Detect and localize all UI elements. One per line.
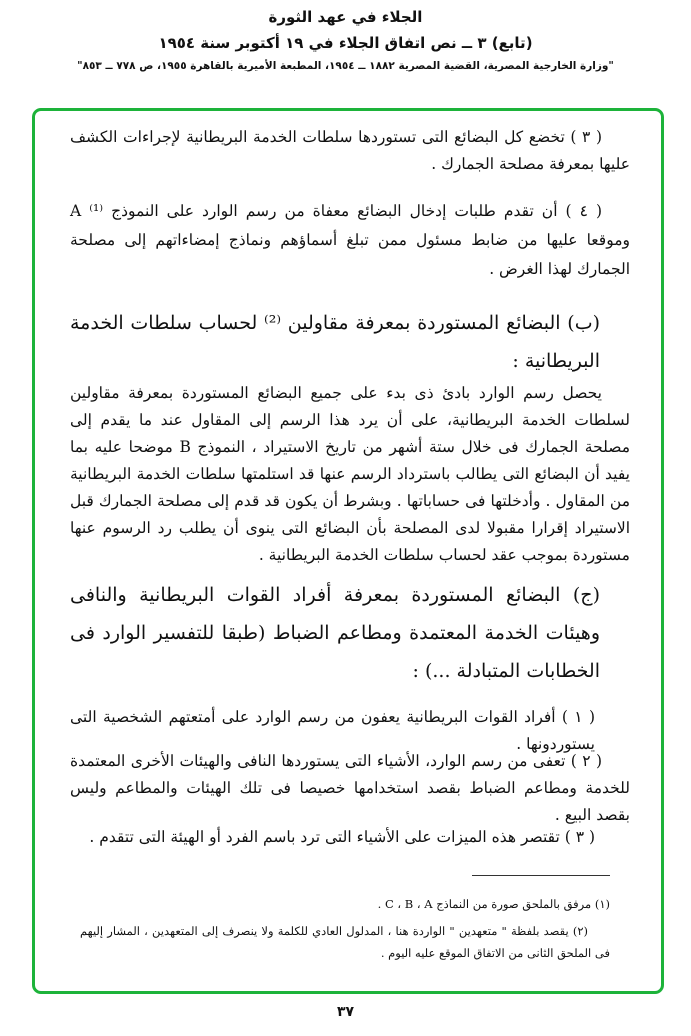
footnote-2: (٢) يقصد بلفظة " متعهدين " الواردة هنا ، المدلول العادي للكلمة ولا ينصرف إلى المتعهدين ، المشار إليهم فى الملحق الثانى من الاتفاق الموقع عليه اليوم . [80,924,610,960]
item-1-personal-effects: ( ١ ) أفراد القوات البريطانية يعفون من رسم الوارد على أمتعتهم الشخصية التى يستوردونها . [70,708,595,753]
footnote-1: (١) مرفق بالملحق صورة من النماذج C ، B ، A . [377,897,610,911]
item-4-form-a: ( ٤ ) أن تقدم طلبات إدخال البضائع معفاة من رسم الوارد على النموذج A ⁽¹⁾ وموقعا عليها من ضابط مسئول ممن تبلغ أسماؤهم ونماذج إمضاءاتهم إلى مصلحة الجمارك لهذا الغرض . [70,202,630,278]
heading-b-contractors: (ب) البضائع المستوردة بمعرفة مقاولين ⁽²⁾ لحساب سلطات الخدمة البريطانية : [70,312,600,372]
page-number: ٣٧ [336,1004,355,1020]
source-citation: "وزارة الخارجية المصرية، القضية المصرية ١٨٨٢ ــ ١٩٥٤، المطبعة الأميرية بالقاهرة ١٩٥٥، ص ٧٧٨ ــ ٨٥٣" [77,60,614,72]
item-3-inspection: ( ٣ ) تخضع كل البضائع التى تستوردها سلطات الخدمة البريطانية لإجراءات الكشف عليها بمعرفة مصلحة الجمارك . [70,128,630,173]
item-2-naafi-exemption: ( ٢ ) تعفى من رسم الوارد، الأشياء التى يستوردها النافى والهيئات الأخرى المعتمدة للخدمة ومطاعم الضباط بقصد استخدامها خصيصا فى تلك الهيئات والمطاعم وليس بقصد البيع . [70,752,630,824]
paragraph-b-duty-refund: يحصل رسم الوارد بادئ ذى بدء على جميع البضائع المستوردة بمعرفة مقاولين لسلطات الخدمة البريطانية، على أن يرد هذا الرسم إلى المقاول عند ما يقدم إلى مصلحة الجمارك فى خلال ستة أشهر من تاريخ الاستيراد ، النموذج B موضحا عليه بما يفيد أن البضائع التى يطالب باسترداد الرسم عنها قد استلمتها سلطات الخدمة البريطانية من المقاول . وأدخلتها فى حساباتها . وبشرط أن يكون قد قدم إلى مصلحة الجمارك قبل الاستيراد إقرارا مقبولا لدى المصلحة بأن البضائع التى ينوى أن يطلب رد الرسوم عنها مستوردة بموجب عقد لحساب سلطات الخدمة البريطانية . [70,384,630,564]
running-title: الجلاء في عهد الثورة [268,8,423,26]
footnote-divider [472,875,610,876]
item-3-privilege-limit: ( ٣ ) تقتصر هذه الميزات على الأشياء التى ترد باسم الفرد أو الهيئة التى تتقدم . [89,828,595,846]
heading-c-forces: (ج) البضائع المستوردة بمعرفة أفراد القوات البريطانية والنافى وهيئات الخدمة المعتمدة ومطاعم الضباط (طبقا للتفسير الوارد فى الخطابات المتبادلة ...) : [70,584,600,682]
section-subtitle: (تابع) ٣ ــ نص اتفاق الجلاء في ١٩ أكتوبر سنة ١٩٥٤ [158,34,533,52]
